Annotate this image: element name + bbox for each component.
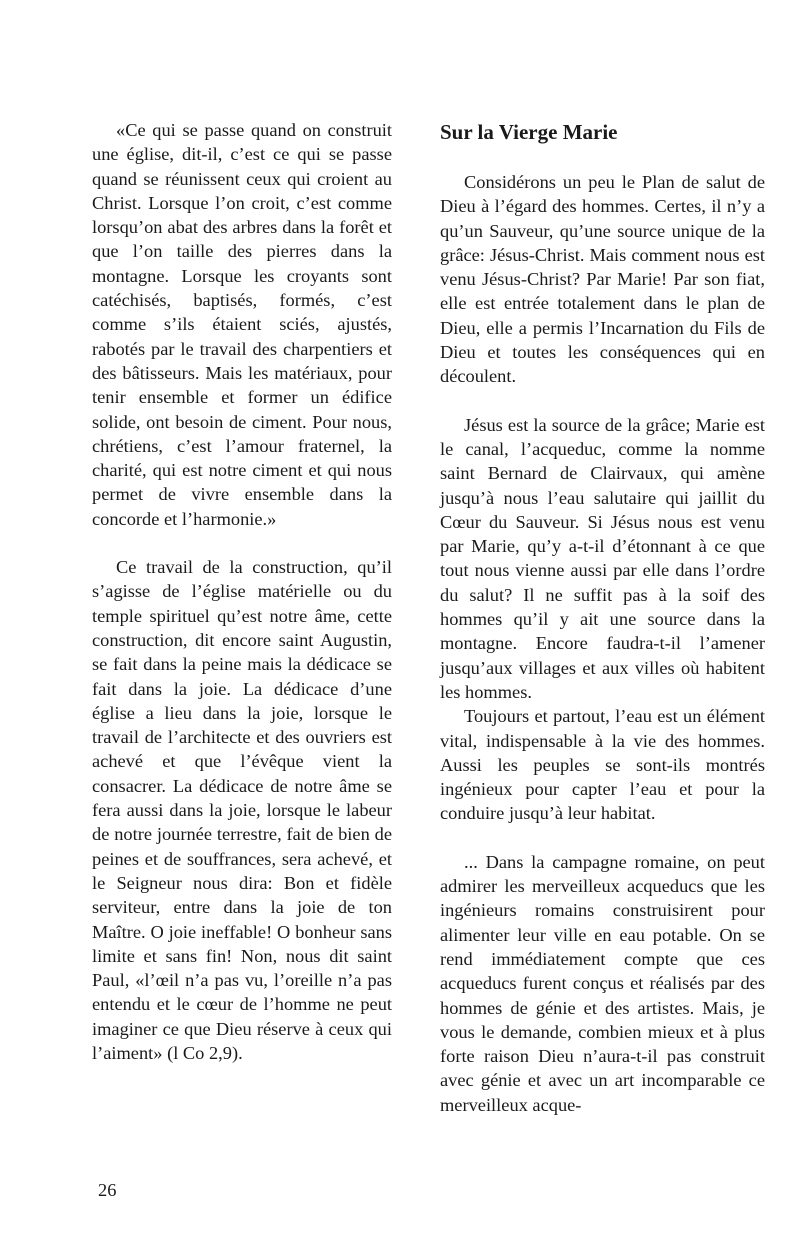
left-paragraph-1: «Ce qui se passe quand on construit une église, dit-il, c’est ce qui se passe quand se réunissent ceux qui croient au Christ. Lorsque l’on croit, c’est comme lorsqu’on abat des arbres dans la forêt et que l’on taille des pierres dans la montagne. Lorsque les croyants sont catéchisés, baptisés, formés, c’est comme s’ils étaient sciés, ajustés, rabotés par le travail des charpentiers et des bâtisseurs. Mais les matériaux, pour tenir ensemble et former un édifice solide, ont besoin de ciment. Pour nous, chrétiens, c’est l’amour fraternel, la charité, qui est notre ciment et qui nous permet de vivre ensemble dans la concorde et l’harmonie.» — [92, 120, 392, 529]
right-paragraph-3: Toujours et partout, l’eau est un élément vital, indispensable à la vie des hommes. Aussi les peuples se sont-ils montrés ingénieux pour capter l’eau et pour la conduire jusqu’à leur habitat. — [440, 706, 765, 824]
right-paragraph-4: ... Dans la campagne romaine, on peut admirer les merveilleux acqueducs que les ingénieurs romains construisirent pour alimenter leur ville en eau potable. On se rend immédiatement compte que ces acqueducs furent conçus et réalisés par des hommes de génie et des artistes. Mais, je vous le demande, combien mieux et à plus forte raison Dieu n’aura-t-il pas construit avec génie et avec un art incomparable ce merveilleux acque- — [440, 851, 765, 1115]
right-paragraph-2: Jésus est la source de la grâce; Marie est le canal, l’acqueduc, comme la nomme saint Bernard de Clairvaux, qui amène jusqu’à nous l’eau salutaire qui jaillit du Cœur du Sauveur. Si Jésus nous est venu par Marie, qu’y a-t-il d’étonnant à ce que tout nous vienne aussi par elle dans l’ordre du salut? Il ne suffit pas à la soif des hommes qu’il y ait une source dans la montagne. Encore faudra-t-il l’amener jusqu’aux villages et aux villes où habitent les hommes. — [440, 414, 765, 702]
left-column — [92, 118, 392, 1065]
right-paragraph-1: Considérons un peu le Plan de salut de Dieu à l’égard des hommes. Certes, il n’y a qu’un Sauveur, qu’une source unique de la grâce: Jésus-Christ. Mais comment nous est venu Jésus-Christ? Par Marie! Par son fiat, elle est entrée totalement dans le plan de Dieu, elle a permis l’Incarnation du Fils de Dieu et toutes les conséquences qui en découlent. — [440, 172, 765, 387]
page-number: 26 — [98, 1180, 117, 1200]
right-column — [440, 118, 765, 1117]
section-heading: Sur la Vierge Marie — [440, 120, 618, 144]
left-paragraph-2: Ce travail de la construction, qu’il s’agisse de l’église matérielle ou du temple spirituel qu’est notre âme, cette construction, dit encore saint Augustin, se fait dans la peine mais la dédicace se fait dans la joie. La dédicace d’une église a lieu dans la joie, lorsque le travail de l’architecte et des ouvriers est achevé et que l’évêque vient la consacrer. La dédicace de notre âme se fera aussi dans la joie, lorsque le labeur de notre journée terrestre, fait de bien de peines et de souffrances, sera achevé, et le Seigneur nous dira: Bon et fidèle serviteur, entre dans la joie de ton Maître. O joie ineffable! O bonheur sans limite et sans fin! Non, nous dit saint Paul, «l’œil n’a pas vu, l’oreille n’a pas entendu et le cœur de l’homme ne peut imaginer ce que Dieu réserve à ceux qui l’aiment» (l Co 2,9). — [92, 557, 392, 1063]
